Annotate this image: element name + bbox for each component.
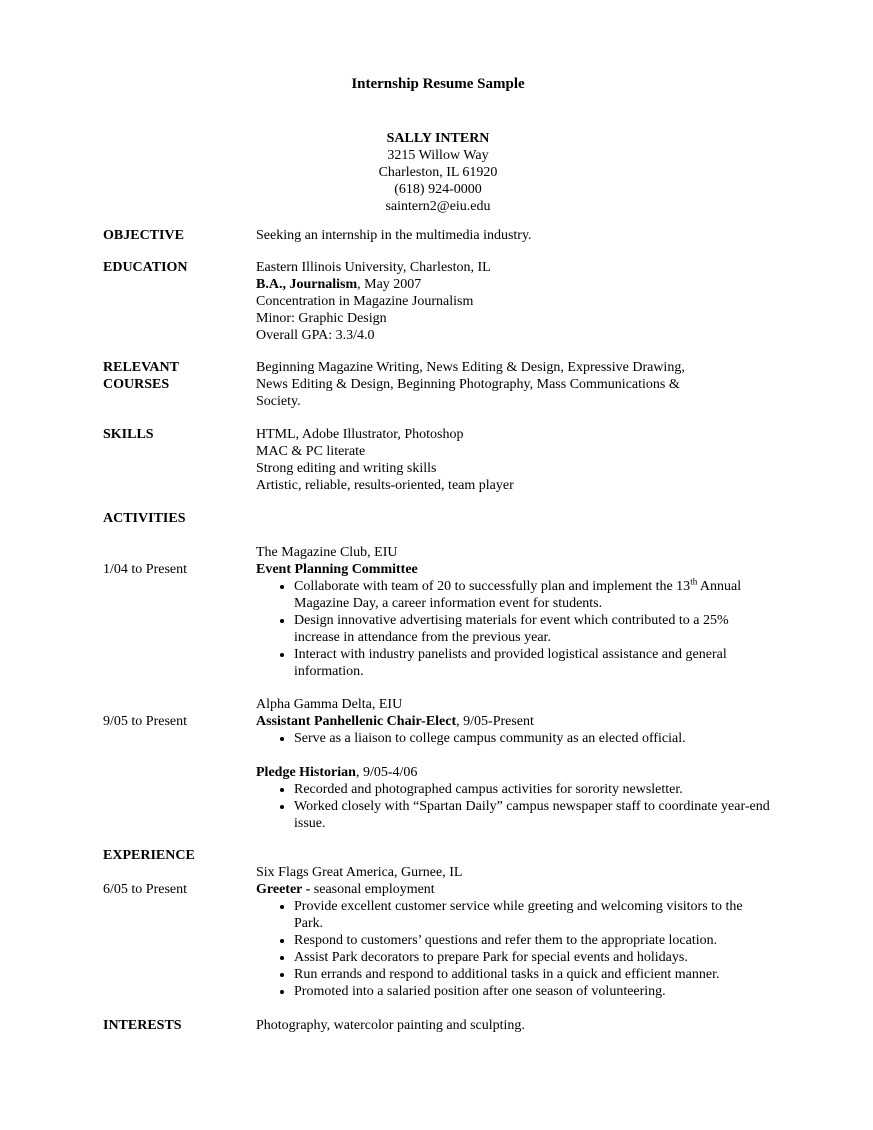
- bullet-item: • Assist Park decorators to prepare Park for special events and holidays.: [294, 949, 773, 966]
- contact-block: [103, 130, 773, 215]
- education-gpa: Overall GPA: 3.3/4.0: [256, 328, 375, 343]
- experience-org-row: [103, 864, 773, 881]
- experience-section-heading: [103, 847, 773, 864]
- bullet-item: • Promoted into a salaried position after one season of volunteering.: [294, 983, 773, 1000]
- ordinal-superscript: th: [690, 576, 698, 587]
- bullet-list: [256, 898, 773, 1000]
- activities-section-heading: [103, 510, 773, 527]
- document-title: Internship Resume Sample: [351, 76, 525, 92]
- activity-org: Alpha Gamma Delta, EIU: [256, 697, 403, 712]
- activity-bullets-row: [103, 578, 773, 680]
- bullet-text-pre: Collaborate with team of 20 to successfully plan and implement the 13: [294, 579, 691, 594]
- skills-line: MAC & PC literate: [256, 444, 366, 459]
- objective-label: OBJECTIVE: [103, 228, 184, 243]
- education-degree-line: [256, 276, 773, 293]
- activity-bullets: [256, 781, 773, 832]
- bullet-list: [256, 730, 773, 747]
- activity-role-row: [103, 764, 773, 781]
- skills-label: SKILLS: [103, 427, 154, 442]
- education-degree: B.A., Journalism: [256, 277, 358, 292]
- education-minor: Minor: Graphic Design: [256, 311, 387, 326]
- activity-org-row: [103, 544, 773, 561]
- interests-text: Photography, watercolor painting and sculpting.: [256, 1018, 525, 1033]
- education-content: [256, 259, 773, 344]
- activity-org-row: [103, 696, 773, 713]
- objective-section: [103, 227, 773, 244]
- activity-role-line: [256, 764, 773, 781]
- contact-address-line2: Charleston, IL 61920: [378, 165, 498, 180]
- courses-line: Society.: [256, 394, 301, 409]
- education-degree-date: , May 2007: [357, 277, 422, 292]
- bullet-item: • Recorded and photographed campus activities for sorority newsletter.: [294, 781, 773, 798]
- skills-line: Artistic, reliable, results-oriented, team player: [256, 478, 514, 493]
- bullet-list: [256, 781, 773, 832]
- activity-org: The Magazine Club, EIU: [256, 545, 398, 560]
- bullet-item: • Worked closely with “Spartan Daily” campus newspaper staff to coordinate year-end issue.: [294, 798, 773, 832]
- activities-label: ACTIVITIES: [103, 511, 186, 526]
- activity-bullets-row: [103, 730, 773, 747]
- bullet-item: [294, 578, 773, 612]
- bullet-text-post: Annual Magazine Day, a career information event for students.: [294, 579, 742, 611]
- relevant-courses-label-line1: RELEVANT: [103, 360, 179, 375]
- experience-date: 6/05 to Present: [103, 882, 187, 897]
- courses-line: News Editing & Design, Beginning Photography, Mass Communications &: [256, 377, 680, 392]
- experience-org: Six Flags Great America, Gurnee, IL: [256, 865, 463, 880]
- experience-label: EXPERIENCE: [103, 848, 195, 863]
- relevant-courses-label: [103, 359, 256, 393]
- relevant-courses-content: [256, 359, 773, 410]
- skills-section: [103, 426, 773, 494]
- experience-bullets: [256, 898, 773, 1000]
- activity-role-dates: , 9/05-Present: [456, 714, 534, 729]
- contact-name: SALLY INTERN: [386, 131, 490, 146]
- contact-email: saintern2@eiu.edu: [385, 199, 491, 214]
- activity-role: Pledge Historian: [256, 765, 356, 780]
- interests-section: [103, 1017, 773, 1034]
- experience-bullets-row: [103, 898, 773, 1000]
- courses-line: Beginning Magazine Writing, News Editing & Design, Expressive Drawing,: [256, 360, 685, 375]
- education-concentration: Concentration in Magazine Journalism: [256, 294, 474, 309]
- education-section: [103, 259, 773, 344]
- relevant-courses-label-line2: COURSES: [103, 377, 170, 392]
- activity-role-row: [103, 713, 773, 730]
- activity-bullets: [256, 578, 773, 680]
- bullet-item: • Design innovative advertising materials for event which contributed to a 25% increase in attendance from the previous year.: [294, 612, 773, 646]
- objective-text: Seeking an internship in the multimedia industry.: [256, 228, 532, 243]
- activity-date: 9/05 to Present: [103, 714, 187, 729]
- bullet-item: • Interact with industry panelists and provided logistical assistance and general information.: [294, 646, 773, 680]
- education-school: Eastern Illinois University, Charleston, IL: [256, 260, 491, 275]
- skills-content: [256, 426, 773, 494]
- activity-role-dates: , 9/05-4/06: [355, 765, 418, 780]
- experience-role-line: [256, 881, 773, 898]
- activity-role-line: [256, 713, 773, 730]
- relevant-courses-section: [103, 359, 773, 410]
- activity-bullets: [256, 730, 773, 747]
- bullet-item: • Run errands and respond to additional tasks in a quick and efficient manner.: [294, 966, 773, 983]
- experience-role: Greeter -: [256, 882, 311, 897]
- bullet-item: • Respond to customers’ questions and refer them to the appropriate location.: [294, 932, 773, 949]
- activity-role-row: [103, 561, 773, 578]
- activity-bullets-row: [103, 781, 773, 832]
- activity-role: Assistant Panhellenic Chair-Elect: [256, 714, 457, 729]
- bullet-list: [256, 578, 773, 680]
- activity-date: 1/04 to Present: [103, 562, 187, 577]
- skills-line: HTML, Adobe Illustrator, Photoshop: [256, 427, 464, 442]
- activity-role: Event Planning Committee: [256, 562, 418, 577]
- contact-address-line1: 3215 Willow Way: [387, 148, 489, 163]
- skills-line: Strong editing and writing skills: [256, 461, 437, 476]
- education-label: EDUCATION: [103, 260, 188, 275]
- bullet-item: • Serve as a liaison to college campus community as an elected official.: [294, 730, 773, 747]
- interests-label: INTERESTS: [103, 1018, 182, 1033]
- experience-role-type: seasonal employment: [310, 882, 435, 897]
- experience-role-row: [103, 881, 773, 898]
- contact-phone: (618) 924-0000: [394, 182, 482, 197]
- bullet-item: • Provide excellent customer service while greeting and welcoming visitors to the Park.: [294, 898, 773, 932]
